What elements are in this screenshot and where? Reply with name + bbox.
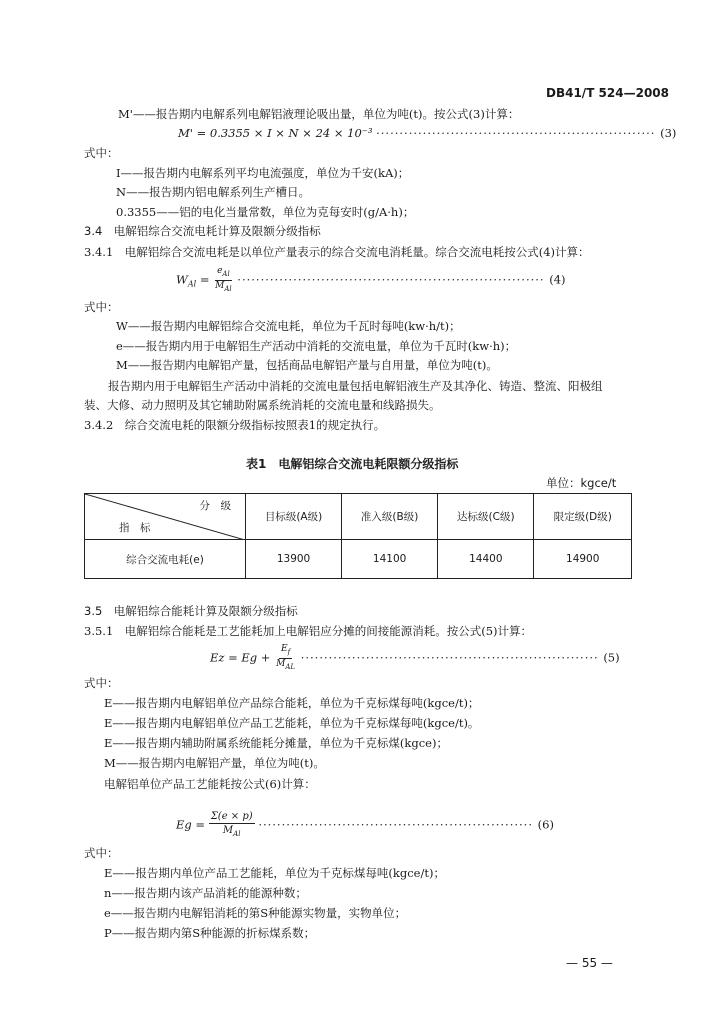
table-row-label: 综合交流电耗(e) xyxy=(85,540,246,579)
equation-4-fraction: $\frac{e_{Al}}{M_{Al}}$ xyxy=(215,266,232,293)
table-header-cell: 达标级(C级) xyxy=(438,494,534,540)
constant-definition: 0.3355——铝的电化当量常数，单位为克每安时(g/A·h)； xyxy=(116,205,415,219)
table-title: 表1 电解铝综合交流电耗限额分级指标 xyxy=(246,457,459,471)
equation-6: Eg = $\frac{\Sigma(e \times p)}{M_{Al}}$ ··························································· (6) xyxy=(176,810,554,841)
corner-bottom-label: 指 标 xyxy=(119,522,151,534)
ez-definition: E——报告期内电解铝单位产品综合能耗，单位为千克标煤每吨(kgce/t)； xyxy=(104,696,480,710)
eg-definition: E——报告期内电解铝单位产品工艺能耗，单位为千克标煤每吨(kgce/t)。 xyxy=(104,716,480,730)
equation-4-number: (4) xyxy=(549,272,566,287)
equation-3: M' = 0.3355 × I × N × 24 × 10⁻³ ···························································· (3) xyxy=(178,126,677,140)
section-3-4-heading: 3.4 电解铝综合交流电耗计算及限额分级指标 xyxy=(84,224,321,238)
table-cell: 13900 xyxy=(246,540,342,579)
eg-calc-intro: 电解铝单位产品工艺能耗按公式(6)计算： xyxy=(104,777,316,791)
wal-definition: W——报告期内电解铝综合交流电耗，单位为千瓦时每吨(kw·h/t)； xyxy=(116,319,461,333)
ef-definition: E——报告期内辅助附属系统能耗分摊量，单位为千克标煤(kgce)； xyxy=(104,736,448,750)
mal2-definition: M——报告期内电解铝产量，单位为吨(t)。 xyxy=(104,756,325,770)
table-cell: 14900 xyxy=(534,540,632,579)
where-label-3: 式中： xyxy=(84,676,119,690)
table-cell: 14400 xyxy=(438,540,534,579)
table-header-cell: 目标级(A级) xyxy=(246,494,342,540)
where-label-1: 式中： xyxy=(84,146,119,160)
table-cell: 14100 xyxy=(342,540,438,579)
equation-3-formula: M' = 0.3355 × I × N × 24 × 10⁻³ xyxy=(178,126,373,140)
n-definition: N——报告期内铝电解系列生产槽日。 xyxy=(116,185,311,199)
table-header-cell: 准入级(B级) xyxy=(342,494,438,540)
section-3-4-1: 3.4.1 电解铝综合交流电耗是以单位产量表示的综合交流电消耗量。综合交流电耗按公式(4)计算： xyxy=(84,245,590,259)
section-3-5-1: 3.5.1 电解铝综合能耗是工艺能耗加上电解铝应分摊的间接能源消耗。按公式(5)计算： xyxy=(84,624,533,638)
mal-definition: M——报告期内电解铝产量，包括商品电解铝产量与自用量，单位为吨(t)。 xyxy=(116,358,498,372)
equation-6-number: (6) xyxy=(537,817,554,832)
paragraph-line-2: 装、大修、动力照明及其它辅助附属系统消耗的交流电量和线路损失。 xyxy=(84,398,441,412)
equation-3-number: (3) xyxy=(660,126,677,140)
paragraph-line-1: 报告期内用于电解铝生产活动中消耗的交流电量包括电解铝液生产及其净化、铸造、整流、阳极组 xyxy=(108,379,603,393)
section-3-5-heading: 3.5 电解铝综合能耗计算及限额分级指标 xyxy=(84,604,298,618)
equation-5-fraction: $\frac{E_f}{M_{AL}}$ xyxy=(276,644,296,671)
eg2-definition: E——报告期内单位产品工艺能耗，单位为千克标煤每吨(kgce/t)； xyxy=(104,866,445,880)
table-corner-cell xyxy=(85,494,246,540)
table-header-row xyxy=(85,494,632,540)
m-prime-definition: M'——报告期内电解系列电解铝液理论吸出量，单位为吨(t)。按公式(3)计算： xyxy=(118,107,520,121)
es-definition: e——报告期内电解铝消耗的第S种能源实物量，实物单位； xyxy=(104,906,407,920)
energy-limit-table xyxy=(84,493,632,579)
standard-code: DB41/T 524—2008 xyxy=(546,86,669,100)
where-label-2: 式中： xyxy=(84,300,119,314)
equation-6-fraction: $\frac{\Sigma(e \times p)}{M_{Al}}$ xyxy=(210,811,253,838)
eal-definition: e——报告期内用于电解铝生产活动中消耗的交流电量，单位为千瓦时(kw·h)； xyxy=(116,339,517,353)
table-row xyxy=(85,540,632,579)
equation-4: $W_{Al}$ = $\frac{e_{Al}}{M_{Al}}$ ·································································· (4) xyxy=(176,266,566,293)
section-3-4-2: 3.4.2 综合交流电耗的限额分级指标按照表1的规定执行。 xyxy=(84,418,386,432)
i-definition: I——报告期内电解系列平均电流强度，单位为千安(kA)； xyxy=(116,166,410,180)
table-header-cell: 限定级(D级) xyxy=(534,494,632,540)
page-number: — 55 — xyxy=(566,956,613,970)
n2-definition: n——报告期内该产品消耗的能源种数； xyxy=(104,886,307,900)
equation-5: Ez = Eg + $\frac{E_f}{M_{AL}}$ ································································ (5) xyxy=(210,644,620,671)
equation-5-number: (5) xyxy=(603,650,620,665)
ps-definition: P——报告期内第S种能源的折标煤系数； xyxy=(104,926,316,940)
where-label-4: 式中： xyxy=(84,846,119,860)
table-unit: 单位：kgce/t xyxy=(546,476,617,490)
corner-top-label: 分 级 xyxy=(199,500,231,512)
